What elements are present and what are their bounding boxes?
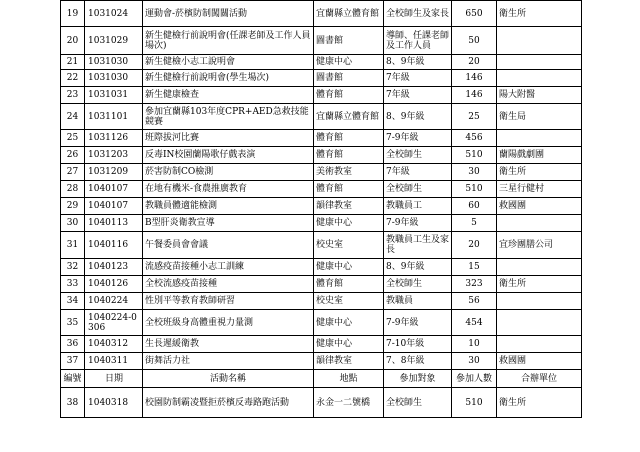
- cell-audience: 8、9年級: [384, 259, 452, 276]
- cell-co-org: [497, 130, 582, 147]
- cell-co-org: 陽大附醫: [497, 87, 582, 104]
- cell-audience: 全校師生: [384, 276, 452, 293]
- cell-activity: 新生健檢小志工說明會: [143, 55, 314, 70]
- cell-count: 510: [452, 147, 497, 164]
- activity-table: [60, 0, 582, 418]
- cell-no: 33: [61, 276, 85, 293]
- cell-co-org: [497, 259, 582, 276]
- cell-activity: 參加宜蘭縣103年度CPR+AED急救技能競賽: [143, 104, 314, 130]
- cell-count: 56: [452, 293, 497, 310]
- cell-location: 健康中心: [314, 336, 384, 353]
- cell-co-org: 衛生所: [497, 276, 582, 293]
- activity-table-page: [60, 0, 582, 418]
- cell-count: 25: [452, 104, 497, 130]
- cell-activity: 街舞活力社: [143, 353, 314, 370]
- header-no: 編號: [61, 370, 85, 388]
- cell-date: 1031031: [85, 87, 143, 104]
- table-row: [61, 55, 582, 70]
- cell-location: 圖書館: [314, 27, 384, 55]
- cell-location: 健康中心: [314, 310, 384, 336]
- cell-audience: 教職員工: [384, 198, 452, 215]
- cell-activity: 新生健檢行前說明會(學生場次): [143, 70, 314, 87]
- table-row: [61, 181, 582, 198]
- cell-co-org: 蘭陽戲劇團: [497, 147, 582, 164]
- cell-count: 323: [452, 276, 497, 293]
- cell-no: 21: [61, 55, 85, 70]
- cell-date: 1040113: [85, 215, 143, 232]
- cell-location: 校史室: [314, 293, 384, 310]
- cell-count: 20: [452, 55, 497, 70]
- cell-date: 1031030: [85, 55, 143, 70]
- cell-co-org: [497, 55, 582, 70]
- cell-co-org: 宜珍團膳公司: [497, 232, 582, 259]
- cell-no: 28: [61, 181, 85, 198]
- cell-no: 22: [61, 70, 85, 87]
- cell-count: 146: [452, 70, 497, 87]
- cell-audience: 全校師生: [384, 147, 452, 164]
- table-row: [61, 70, 582, 87]
- cell-audience: 導師、任課老師及工作人員: [384, 27, 452, 55]
- cell-no: 37: [61, 353, 85, 370]
- cell-location: 美術教室: [314, 164, 384, 181]
- cell-audience: 教職員工生及家長: [384, 232, 452, 259]
- cell-co-org: [497, 293, 582, 310]
- header-location: 地點: [314, 370, 384, 388]
- cell-no: 20: [61, 27, 85, 55]
- cell-co-org: [497, 215, 582, 232]
- cell-no: 25: [61, 130, 85, 147]
- header-audience: 參加對象: [384, 370, 452, 388]
- cell-location: 健康中心: [314, 259, 384, 276]
- cell-no: 35: [61, 310, 85, 336]
- cell-date: 1040224-0306: [85, 310, 143, 336]
- cell-no: 24: [61, 104, 85, 130]
- cell-activity: 新生健康檢查: [143, 87, 314, 104]
- cell-audience: 7、8年級: [384, 353, 452, 370]
- table-row: [61, 27, 582, 55]
- cell-activity: 生長遲緩衛教: [143, 336, 314, 353]
- cell-audience: 7-9年級: [384, 215, 452, 232]
- cell-audience: 7年級: [384, 70, 452, 87]
- table-row: [61, 147, 582, 164]
- cell-location: 韻律教室: [314, 353, 384, 370]
- cell-date: 1040107: [85, 198, 143, 215]
- cell-date: 1031029: [85, 27, 143, 55]
- table-row: [61, 336, 582, 353]
- cell-date: 1031126: [85, 130, 143, 147]
- table-body: [61, 1, 582, 418]
- cell-count: 5: [452, 215, 497, 232]
- cell-date: 1031024: [85, 1, 143, 27]
- cell-audience: 7年級: [384, 87, 452, 104]
- cell-activity: 運動會-菸檳防制闖關活動: [143, 1, 314, 27]
- cell-location: 健康中心: [314, 215, 384, 232]
- cell-co-org: 救國團: [497, 353, 582, 370]
- cell-co-org: 衛生所: [497, 164, 582, 181]
- header-activity: 活動名稱: [143, 370, 314, 388]
- cell-date: 1040312: [85, 336, 143, 353]
- cell-count: 454: [452, 310, 497, 336]
- cell-activity: 菸害防制CO檢測: [143, 164, 314, 181]
- cell-activity: 性別平等教育教師研習: [143, 293, 314, 310]
- table-row: [61, 198, 582, 215]
- cell-date: 1031209: [85, 164, 143, 181]
- cell-no: 32: [61, 259, 85, 276]
- cell-audience: 8、9年級: [384, 104, 452, 130]
- cell-location: 韻律教室: [314, 198, 384, 215]
- header-count: 參加人數: [452, 370, 497, 388]
- cell-date: 1040107: [85, 181, 143, 198]
- cell-activity: 班際拔河比賽: [143, 130, 314, 147]
- cell-audience: 7-9年級: [384, 310, 452, 336]
- cell-no: 36: [61, 336, 85, 353]
- cell-audience: 全校師生及家長: [384, 1, 452, 27]
- cell-location: 永金一二號橋: [314, 388, 384, 418]
- cell-date: 1040224: [85, 293, 143, 310]
- cell-co-org: 衛生局: [497, 104, 582, 130]
- cell-activity: 流感疫苗接種小志工訓練: [143, 259, 314, 276]
- header-date: 日期: [85, 370, 143, 388]
- cell-count: 510: [452, 388, 497, 418]
- table-row: [61, 259, 582, 276]
- cell-date: 1031203: [85, 147, 143, 164]
- cell-audience: 全校師生: [384, 388, 452, 418]
- cell-no: 34: [61, 293, 85, 310]
- cell-count: 15: [452, 259, 497, 276]
- cell-audience: 7-9年級: [384, 130, 452, 147]
- cell-location: 校史室: [314, 232, 384, 259]
- cell-count: 510: [452, 181, 497, 198]
- cell-date: 1040311: [85, 353, 143, 370]
- cell-no: 26: [61, 147, 85, 164]
- cell-count: 30: [452, 164, 497, 181]
- cell-date: 1040318: [85, 388, 143, 418]
- cell-audience: 全校師生: [384, 181, 452, 198]
- table-row: [61, 130, 582, 147]
- cell-count: 146: [452, 87, 497, 104]
- cell-count: 650: [452, 1, 497, 27]
- table-row: [61, 276, 582, 293]
- cell-date: 1040126: [85, 276, 143, 293]
- cell-audience: 教職員: [384, 293, 452, 310]
- cell-no: 19: [61, 1, 85, 27]
- cell-activity: 校園防制霸凌暨拒菸檳反毒路跑活動: [143, 388, 314, 418]
- cell-no: 23: [61, 87, 85, 104]
- cell-activity: 反毒IN校園蘭陽歌仔戲表演: [143, 147, 314, 164]
- cell-no: 31: [61, 232, 85, 259]
- cell-location: 宜蘭縣立體育館: [314, 104, 384, 130]
- cell-co-org: 三星行健村: [497, 181, 582, 198]
- table-row: [61, 293, 582, 310]
- cell-activity: 在地有機米-食農推廣教育: [143, 181, 314, 198]
- cell-date: 1031030: [85, 70, 143, 87]
- cell-location: 體育館: [314, 276, 384, 293]
- cell-activity: 教職員體適能檢測: [143, 198, 314, 215]
- table-row: [61, 215, 582, 232]
- cell-location: 健康中心: [314, 55, 384, 70]
- cell-date: 1040116: [85, 232, 143, 259]
- header-row: [61, 370, 582, 388]
- cell-date: 1031101: [85, 104, 143, 130]
- cell-no: 27: [61, 164, 85, 181]
- table-row: [61, 353, 582, 370]
- cell-activity: 全校班級身高體重視力量測: [143, 310, 314, 336]
- table-row: [61, 232, 582, 259]
- table-row: [61, 310, 582, 336]
- cell-count: 50: [452, 27, 497, 55]
- table-row: [61, 1, 582, 27]
- cell-location: 圖書館: [314, 70, 384, 87]
- cell-location: 體育館: [314, 130, 384, 147]
- cell-co-org: [497, 336, 582, 353]
- cell-co-org: [497, 70, 582, 87]
- cell-location: 體育館: [314, 147, 384, 164]
- cell-co-org: 衛生所: [497, 1, 582, 27]
- cell-activity: B型肝炎衛教宣導: [143, 215, 314, 232]
- table-row-last: [61, 388, 582, 418]
- cell-co-org: 衛生所: [497, 388, 582, 418]
- cell-activity: 新生健檢行前說明會(任課老師及工作人員場次): [143, 27, 314, 55]
- cell-audience: 8、9年級: [384, 55, 452, 70]
- cell-location: 體育館: [314, 87, 384, 104]
- cell-location: 宜蘭縣立體育館: [314, 1, 384, 27]
- table-row: [61, 87, 582, 104]
- cell-count: 10: [452, 336, 497, 353]
- cell-count: 30: [452, 353, 497, 370]
- cell-activity: 午餐委員會會議: [143, 232, 314, 259]
- table-row: [61, 164, 582, 181]
- cell-co-org: [497, 310, 582, 336]
- cell-activity: 全校流感疫苗接種: [143, 276, 314, 293]
- cell-no: 38: [61, 388, 85, 418]
- cell-count: 456: [452, 130, 497, 147]
- cell-location: 體育館: [314, 181, 384, 198]
- cell-count: 20: [452, 232, 497, 259]
- cell-co-org: [497, 27, 582, 55]
- cell-audience: 7年級: [384, 164, 452, 181]
- cell-count: 60: [452, 198, 497, 215]
- header-co-org: 合辦單位: [497, 370, 582, 388]
- cell-date: 1040123: [85, 259, 143, 276]
- cell-co-org: 救國團: [497, 198, 582, 215]
- cell-audience: 7-10年級: [384, 336, 452, 353]
- cell-no: 30: [61, 215, 85, 232]
- cell-no: 29: [61, 198, 85, 215]
- table-row: [61, 104, 582, 130]
